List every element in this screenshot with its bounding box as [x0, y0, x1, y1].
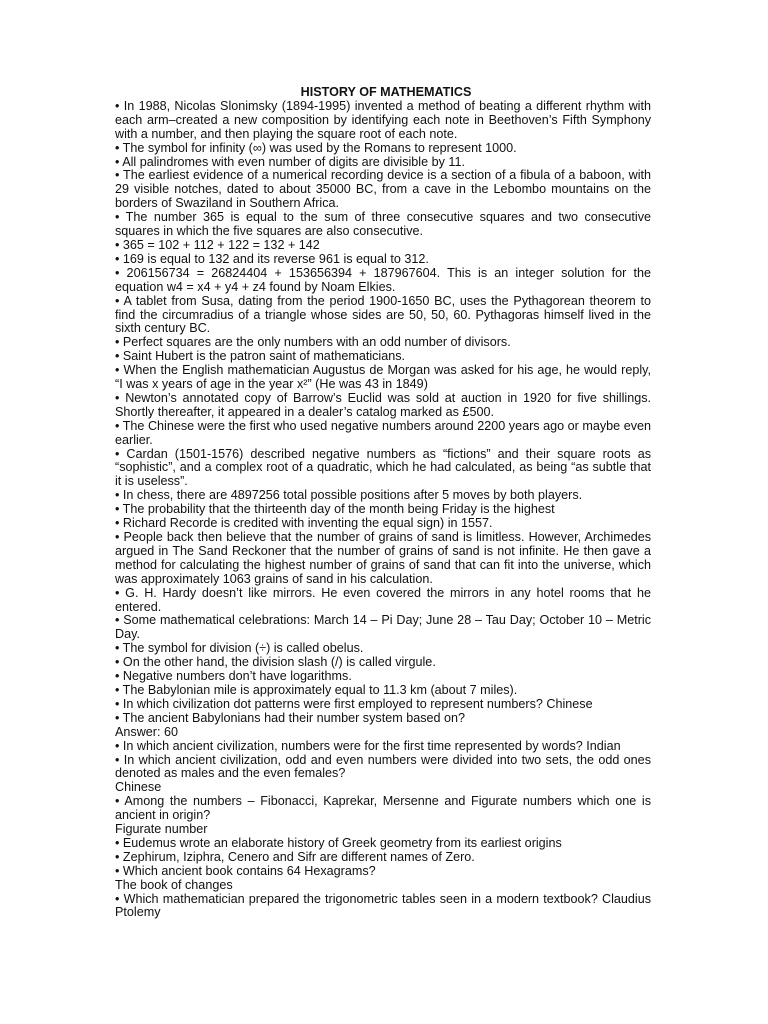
document-line: • 206156734 = 26824404 + 153656394 + 187967604. This is an integer solution for the equation w4 = x4 + y4 + z4 found by Noam Elkies. — [115, 265, 651, 294]
document-line: • In which ancient civilization, numbers were for the first time represented by words? Indian — [115, 738, 621, 753]
document-line: • Eudemus wrote an elaborate history of Greek geometry from its earliest origins — [115, 835, 562, 850]
document-line: • G. H. Hardy doesn’t like mirrors. He even covered the mirrors in any hotel rooms that he entered. — [115, 585, 651, 614]
document-line: • 365 = 102 + 112 + 122 = 132 + 142 — [115, 237, 320, 252]
document-line: • The Chinese were the first who used negative numbers around 2200 years ago or maybe even earlier. — [115, 418, 651, 447]
document-line: • All palindromes with even number of digits are divisible by 11. — [115, 154, 465, 169]
document-line: • Saint Hubert is the patron saint of mathematicians. — [115, 349, 406, 364]
document-line: • When the English mathematician Augustus de Morgan was asked for his age, he would reply, “I was x years of age in the year x²” (He was 43 in 1849) — [115, 363, 651, 392]
document-line: • Among the numbers – Fibonacci, Kaprekar, Mersenne and Figurate numbers which one is ancient in origin? — [115, 794, 651, 823]
document-line: • Richard Recorde is credited with inventing the equal sign) in 1557. — [115, 516, 493, 531]
document-line: • The earliest evidence of a numerical recording device is a section of a fibula of a baboon, with 29 visible notches, dated to about 35000 BC, from a cave in the Lebombo mountains on the borders of Swaziland in Southern Africa. — [115, 168, 651, 211]
document-line: • Negative numbers don’t have logarithms. — [115, 669, 352, 684]
document-line: • Cardan (1501-1576) described negative numbers as “fictions” and their square roots as “sophistic”, and a complex root of a quadratic, which he had calculated, as being “as subtle that it is useless”. — [115, 446, 651, 489]
document-line: • Some mathematical celebrations: March 14 – Pi Day; June 28 – Tau Day; October 10 – Metric Day. — [115, 613, 651, 642]
document-line: • Newton’s annotated copy of Barrow’s Euclid was sold at auction in 1920 for five shillings. Shortly thereafter, it appeared in a dealer’s catalog marked as £500. — [115, 390, 651, 419]
document-line: • People back then believe that the number of grains of sand is limitless. However, Archimedes argued in The Sand Reckoner that the number of grains of sand is not infinite. He then gave a method for calculating the highest number of grains of sand that can fit into the universe, which was approximately 1063 grains of sand in his calculation. — [115, 530, 651, 586]
document-line: • In chess, there are 4897256 total possible positions after 5 moves by both players. — [115, 488, 583, 503]
document-line: • Perfect squares are the only numbers with an odd number of divisors. — [115, 335, 511, 350]
document-line: Chinese — [115, 780, 162, 795]
document-title: HISTORY OF MATHEMATICS — [300, 85, 472, 99]
document-line: • In which civilization dot patterns were first employed to represent numbers? Chinese — [115, 696, 593, 711]
document-line: Figurate number — [115, 822, 208, 837]
document-line: • Which mathematician prepared the trigonometric tables seen in a modern textbook? Claudius Ptolemy — [115, 891, 651, 920]
document-line: • 169 is equal to 132 and its reverse 961 is equal to 312. — [115, 251, 429, 266]
document-line: • In which ancient civilization, odd and even numbers were divided into two sets, the odd ones denoted as males and the even females? — [115, 752, 651, 781]
document-line: • The probability that the thirteenth day of the month being Friday is the highest — [115, 502, 555, 517]
document-line: • A tablet from Susa, dating from the period 1900-1650 BC, uses the Pythagorean theorem to find the circumradius of a triangle whose sides are 50, 50, 60. Pythagoras himself lived in the sixth century BC. — [115, 293, 651, 336]
document-line: The book of changes — [115, 877, 233, 892]
document-line: Answer: 60 — [115, 724, 178, 739]
document-line: • On the other hand, the division slash (/) is called virgule. — [115, 655, 436, 670]
document-line: • Zephirum, Iziphra, Cenero and Sifr are different names of Zero. — [115, 849, 475, 864]
document-page — [115, 86, 651, 920]
document-line: • In 1988, Nicolas Slonimsky (1894-1995) invented a method of beating a different rhythm with each arm–created a new composition by identifying each note in Beethoven’s Fifth Symphony with a number, and then playing the square root of each note. — [115, 98, 651, 141]
document-body — [115, 100, 651, 920]
document-line: • The ancient Babylonians had their number system based on? — [115, 710, 466, 725]
document-line: • The number 365 is equal to the sum of three consecutive squares and two consecutive squares in which the five squares are also consecutive. — [115, 210, 651, 239]
document-line: • The symbol for infinity (∞) was used by the Romans to represent 1000. — [115, 140, 517, 155]
document-line: • Which ancient book contains 64 Hexagrams? — [115, 863, 376, 878]
document-line: • The symbol for division (÷) is called obelus. — [115, 641, 364, 656]
document-line: • The Babylonian mile is approximately equal to 11.3 km (about 7 miles). — [115, 682, 518, 697]
